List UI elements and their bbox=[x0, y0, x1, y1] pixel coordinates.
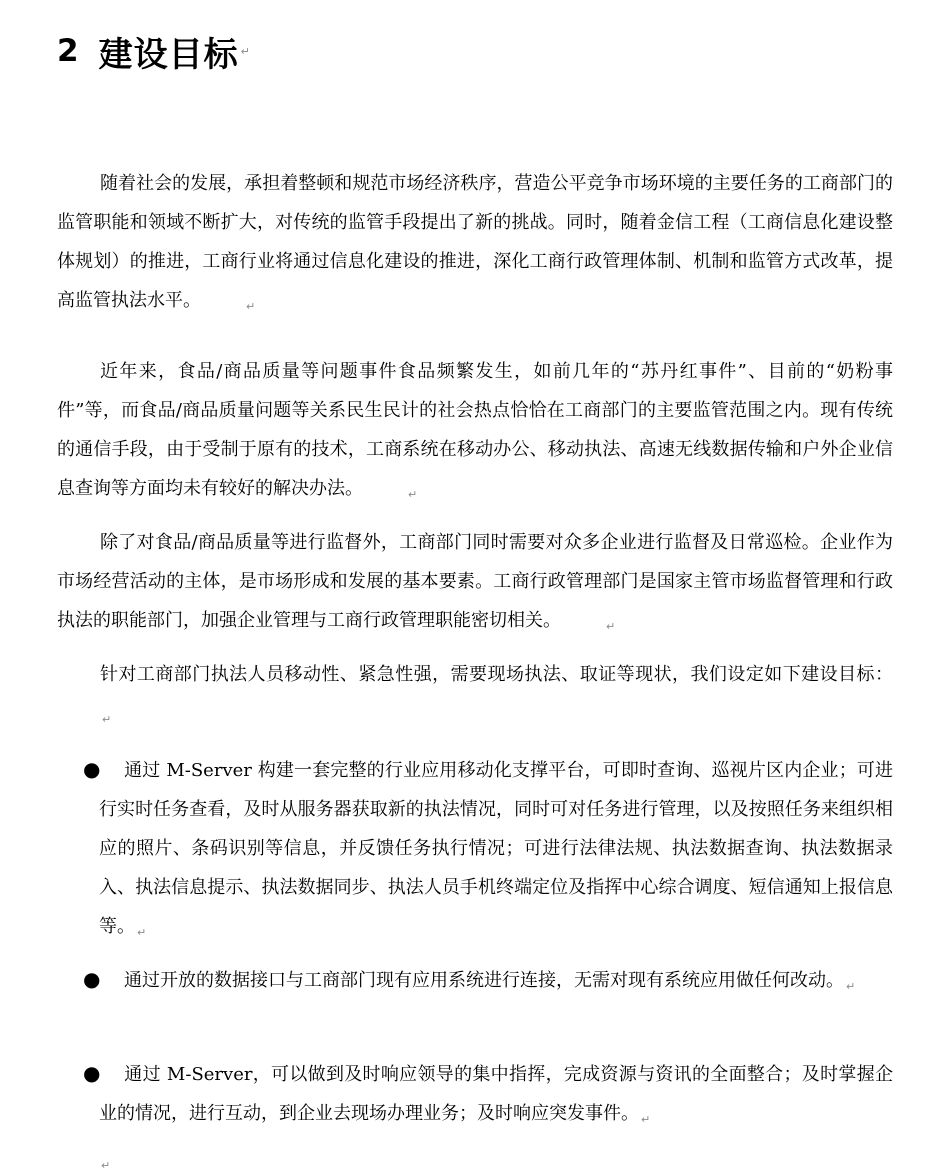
paragraph bbox=[57, 352, 893, 508]
paragraph-mark-icon: ↵ bbox=[641, 1113, 651, 1126]
paragraph-mark-icon: ↵ bbox=[846, 980, 856, 993]
bullet-item bbox=[83, 750, 893, 946]
paragraph-text: 除了对食品/商品质量等进行监督外，工商部门同时需要对众多企业进行监督及日常巡检。企业作为市场经营活动的主体，是市场形成和发展的基本要素。工商行政管理部门是国家主管市场监督管理和行政执法的职能部门，加强企业管理与工商行政管理职能密切相关。 bbox=[57, 532, 893, 631]
paragraph-mark-icon: ↵ bbox=[606, 620, 616, 633]
paragraph-mark-icon: ↵ bbox=[137, 926, 147, 939]
paragraph-text: 针对工商部门执法人员移动性、紧急性强，需要现场执法、取证等现状，我们设定如下建设目标： bbox=[100, 664, 893, 685]
bullet-dot-icon: ● bbox=[83, 967, 101, 991]
section-title: 建设目标 bbox=[98, 34, 239, 75]
paragraph bbox=[57, 164, 893, 320]
bullet-text: 通过开放的数据接口与工商部门现有应用系统进行连接，无需对现有系统应用做任何改动。 bbox=[124, 970, 844, 991]
paragraph-mark-icon: ↵ bbox=[101, 1159, 111, 1172]
section-number: 2 bbox=[57, 33, 79, 69]
section-heading bbox=[57, 26, 250, 76]
paragraph bbox=[57, 523, 893, 640]
bullet-dot-icon: ● bbox=[83, 757, 101, 781]
bullet-text: 通过 M-Server 构建一套完整的行业应用移动化支撑平台，可即时查询、巡视片区内企业；可进行实时任务查看，及时从服务器获取新的执法情况，同时可对任务进行管理，以及按照任务来组织相应的照片、条码识别等信息，并反馈任务执行情况；可进行法律法规、执法数据查询、执法数据录入、执法信息提示、执法数据同步、执法人员手机终端定位及指挥中心综合调度、短信通知上报信息等。 bbox=[99, 760, 893, 937]
paragraph-mark-icon: ↵ bbox=[240, 44, 250, 58]
paragraph-text: 近年来，食品/商品质量等问题事件食品频繁发生，如前几年的“苏丹红事件”、目前的“奶粉事件”等，而食品/商品质量问题等关系民生民计的社会热点恰恰在工商部门的主要监管范围之内。现有传统的通信手段，由于受制于原有的技术，工商系统在移动办公、移动执法、高速无线数据传输和户外企业信息查询等方面均未有较好的解决办法。 bbox=[57, 361, 893, 499]
paragraph-mark-icon: ↵ bbox=[246, 300, 256, 313]
paragraph-text: 随着社会的发展，承担着整顿和规范市场经济秩序，营造公平竞争市场环境的主要任务的工商部门的监管职能和领域不断扩大，对传统的监管手段提出了新的挑战。同时，随着金信工程（工商信息化建设整体规划）的推进，工商行业将通过信息化建设的推进，深化工商行政管理体制、机制和监管方式改革，提高监管执法水平。 bbox=[57, 173, 893, 311]
paragraph-mark-icon: ↵ bbox=[102, 713, 112, 726]
bullet-item bbox=[83, 960, 893, 1000]
bullet-text: 通过 M-Server，可以做到及时响应领导的集中指挥，完成资源与资讯的全面整合；及时掌握企业的情况，进行互动，到企业去现场办理业务；及时响应突发事件。 bbox=[99, 1064, 893, 1124]
paragraph bbox=[57, 655, 893, 733]
bullet-dot-icon: ● bbox=[83, 1061, 101, 1085]
paragraph-mark-icon: ↵ bbox=[408, 488, 418, 501]
bullet-item bbox=[83, 1054, 893, 1133]
